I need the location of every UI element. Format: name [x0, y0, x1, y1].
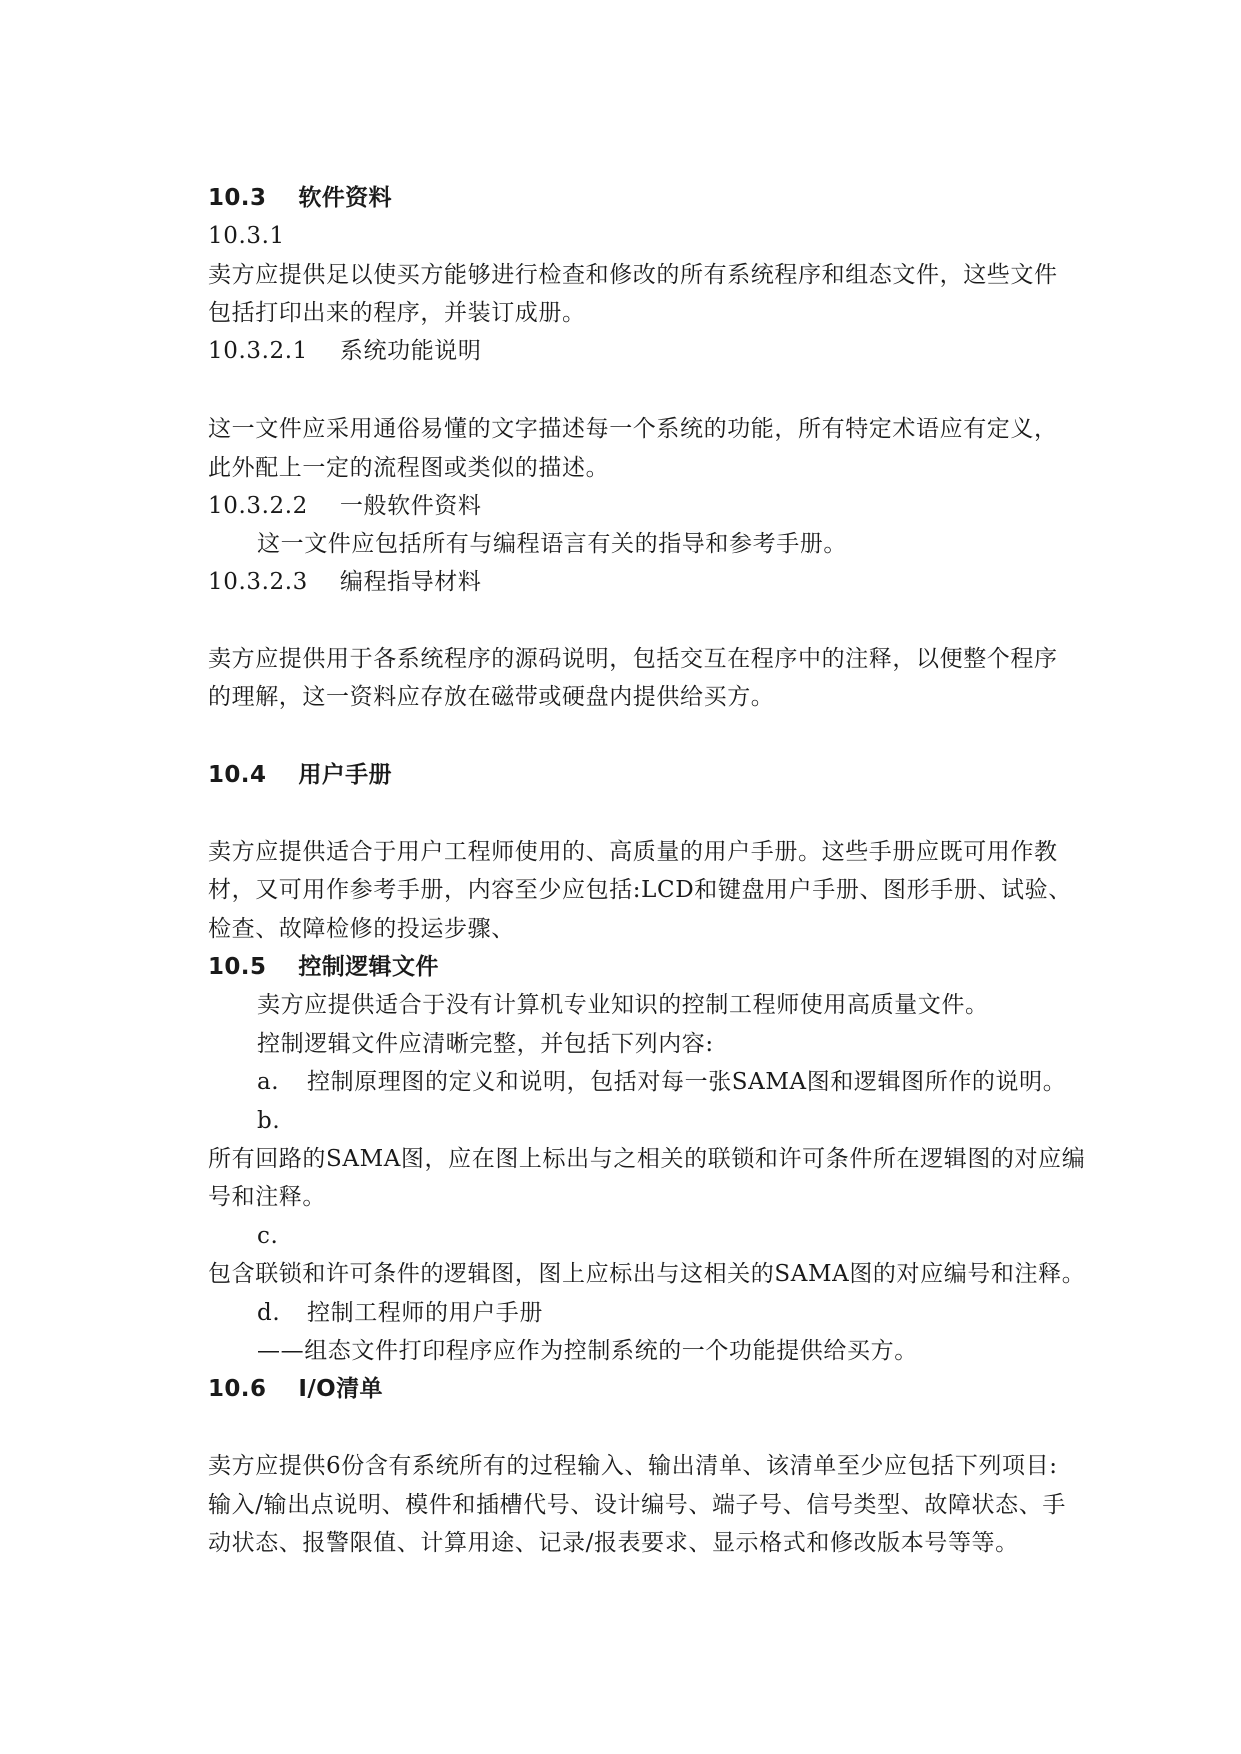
subsection-heading-10-3-2-3: [208, 566, 482, 598]
list-text: 控制工程师的用户手册: [307, 1300, 543, 1326]
section-number: 10.3.2.3: [208, 569, 308, 595]
paragraph-line: 的理解，这一资料应存放在磁带或硬盘内提供给买方。: [208, 684, 775, 710]
paragraph-line: 检查、故障检修的投运步骤、: [208, 916, 515, 942]
paragraph-line: 控制逻辑文件应清晰完整，并包括下列内容:: [257, 1031, 714, 1057]
list-item-d: [257, 1297, 543, 1329]
section-title: 软件资料: [298, 185, 392, 211]
section-title: 用户手册: [298, 762, 392, 788]
paragraph-line: 卖方应提供适合于没有计算机专业知识的控制工程师使用高质量文件。: [257, 992, 989, 1018]
paragraph-line: 卖方应提供用于各系统程序的源码说明，包括交互在程序中的注释，以便整个程序: [208, 646, 1058, 672]
section-title: 一般软件资料: [339, 493, 482, 519]
paragraph-line: 这一文件应包括所有与编程语言有关的指导和参考手册。: [257, 531, 847, 557]
section-number: 10.3.2.1: [208, 338, 308, 364]
paragraph-line: 材，又可用作参考手册，内容至少应包括:LCD和键盘用户手册、图形手册、试验、: [208, 877, 1072, 903]
subsection-heading-10-3-2-2: [208, 490, 482, 522]
paragraph-line: 输入/输出点说明、模件和插槽代号、设计编号、端子号、信号类型、故障状态、手: [208, 1492, 1066, 1518]
paragraph-line: 此外配上一定的流程图或类似的描述。: [208, 455, 610, 481]
paragraph-line: 这一文件应采用通俗易懂的文字描述每一个系统的功能，所有特定术语应有定义，: [208, 416, 1058, 442]
section-heading-10-3: [208, 182, 392, 214]
paragraph-line: 卖方应提供适合于用户工程师使用的、高质量的用户手册。这些手册应既可用作教: [208, 839, 1058, 865]
section-title: 系统功能说明: [339, 338, 482, 364]
section-heading-10-6: [208, 1373, 383, 1405]
paragraph-line: 号和注释。: [208, 1184, 326, 1210]
section-number: 10.5: [208, 954, 267, 980]
section-title: 编程指导材料: [339, 569, 482, 595]
list-label-c: c.: [257, 1223, 279, 1249]
list-text: 控制原理图的定义和说明，包括对每一张SAMA图和逻辑图所作的说明。: [307, 1069, 1067, 1095]
list-label-b: b.: [257, 1108, 281, 1134]
section-number: 10.6: [208, 1376, 267, 1402]
paragraph-line: 所有回路的SAMA图，应在图上标出与之相关的联锁和许可条件所在逻辑图的对应编: [208, 1146, 1086, 1172]
subsection-heading-10-3-2-1: [208, 335, 482, 367]
list-item-a: [257, 1066, 1066, 1098]
list-label: a.: [257, 1069, 280, 1095]
paragraph-line: 卖方应提供足以使买方能够进行检查和修改的所有系统程序和组态文件，这些文件: [208, 262, 1058, 288]
section-title: I/O清单: [298, 1376, 383, 1402]
paragraph-line: ——组态文件打印程序应作为控制系统的一个功能提供给买方。: [257, 1338, 918, 1364]
section-number-10-3-1: 10.3.1: [208, 223, 285, 249]
section-title: 控制逻辑文件: [298, 954, 439, 980]
list-label: d.: [257, 1300, 281, 1326]
section-number: 10.3.2.2: [208, 493, 308, 519]
section-heading-10-5: [208, 951, 439, 983]
paragraph-line: 包括打印出来的程序，并装订成册。: [208, 300, 586, 326]
paragraph-line: 包含联锁和许可条件的逻辑图，图上应标出与这相关的SAMA图的对应编号和注释。: [208, 1261, 1086, 1287]
section-number: 10.4: [208, 762, 267, 788]
section-number: 10.3: [208, 185, 267, 211]
paragraph-line: 卖方应提供6份含有系统所有的过程输入、输出清单、该清单至少应包括下列项目:: [208, 1453, 1058, 1479]
paragraph-line: 动状态、报警限值、计算用途、记录/报表要求、显示格式和修改版本号等等。: [208, 1530, 1019, 1556]
section-heading-10-4: [208, 759, 392, 791]
